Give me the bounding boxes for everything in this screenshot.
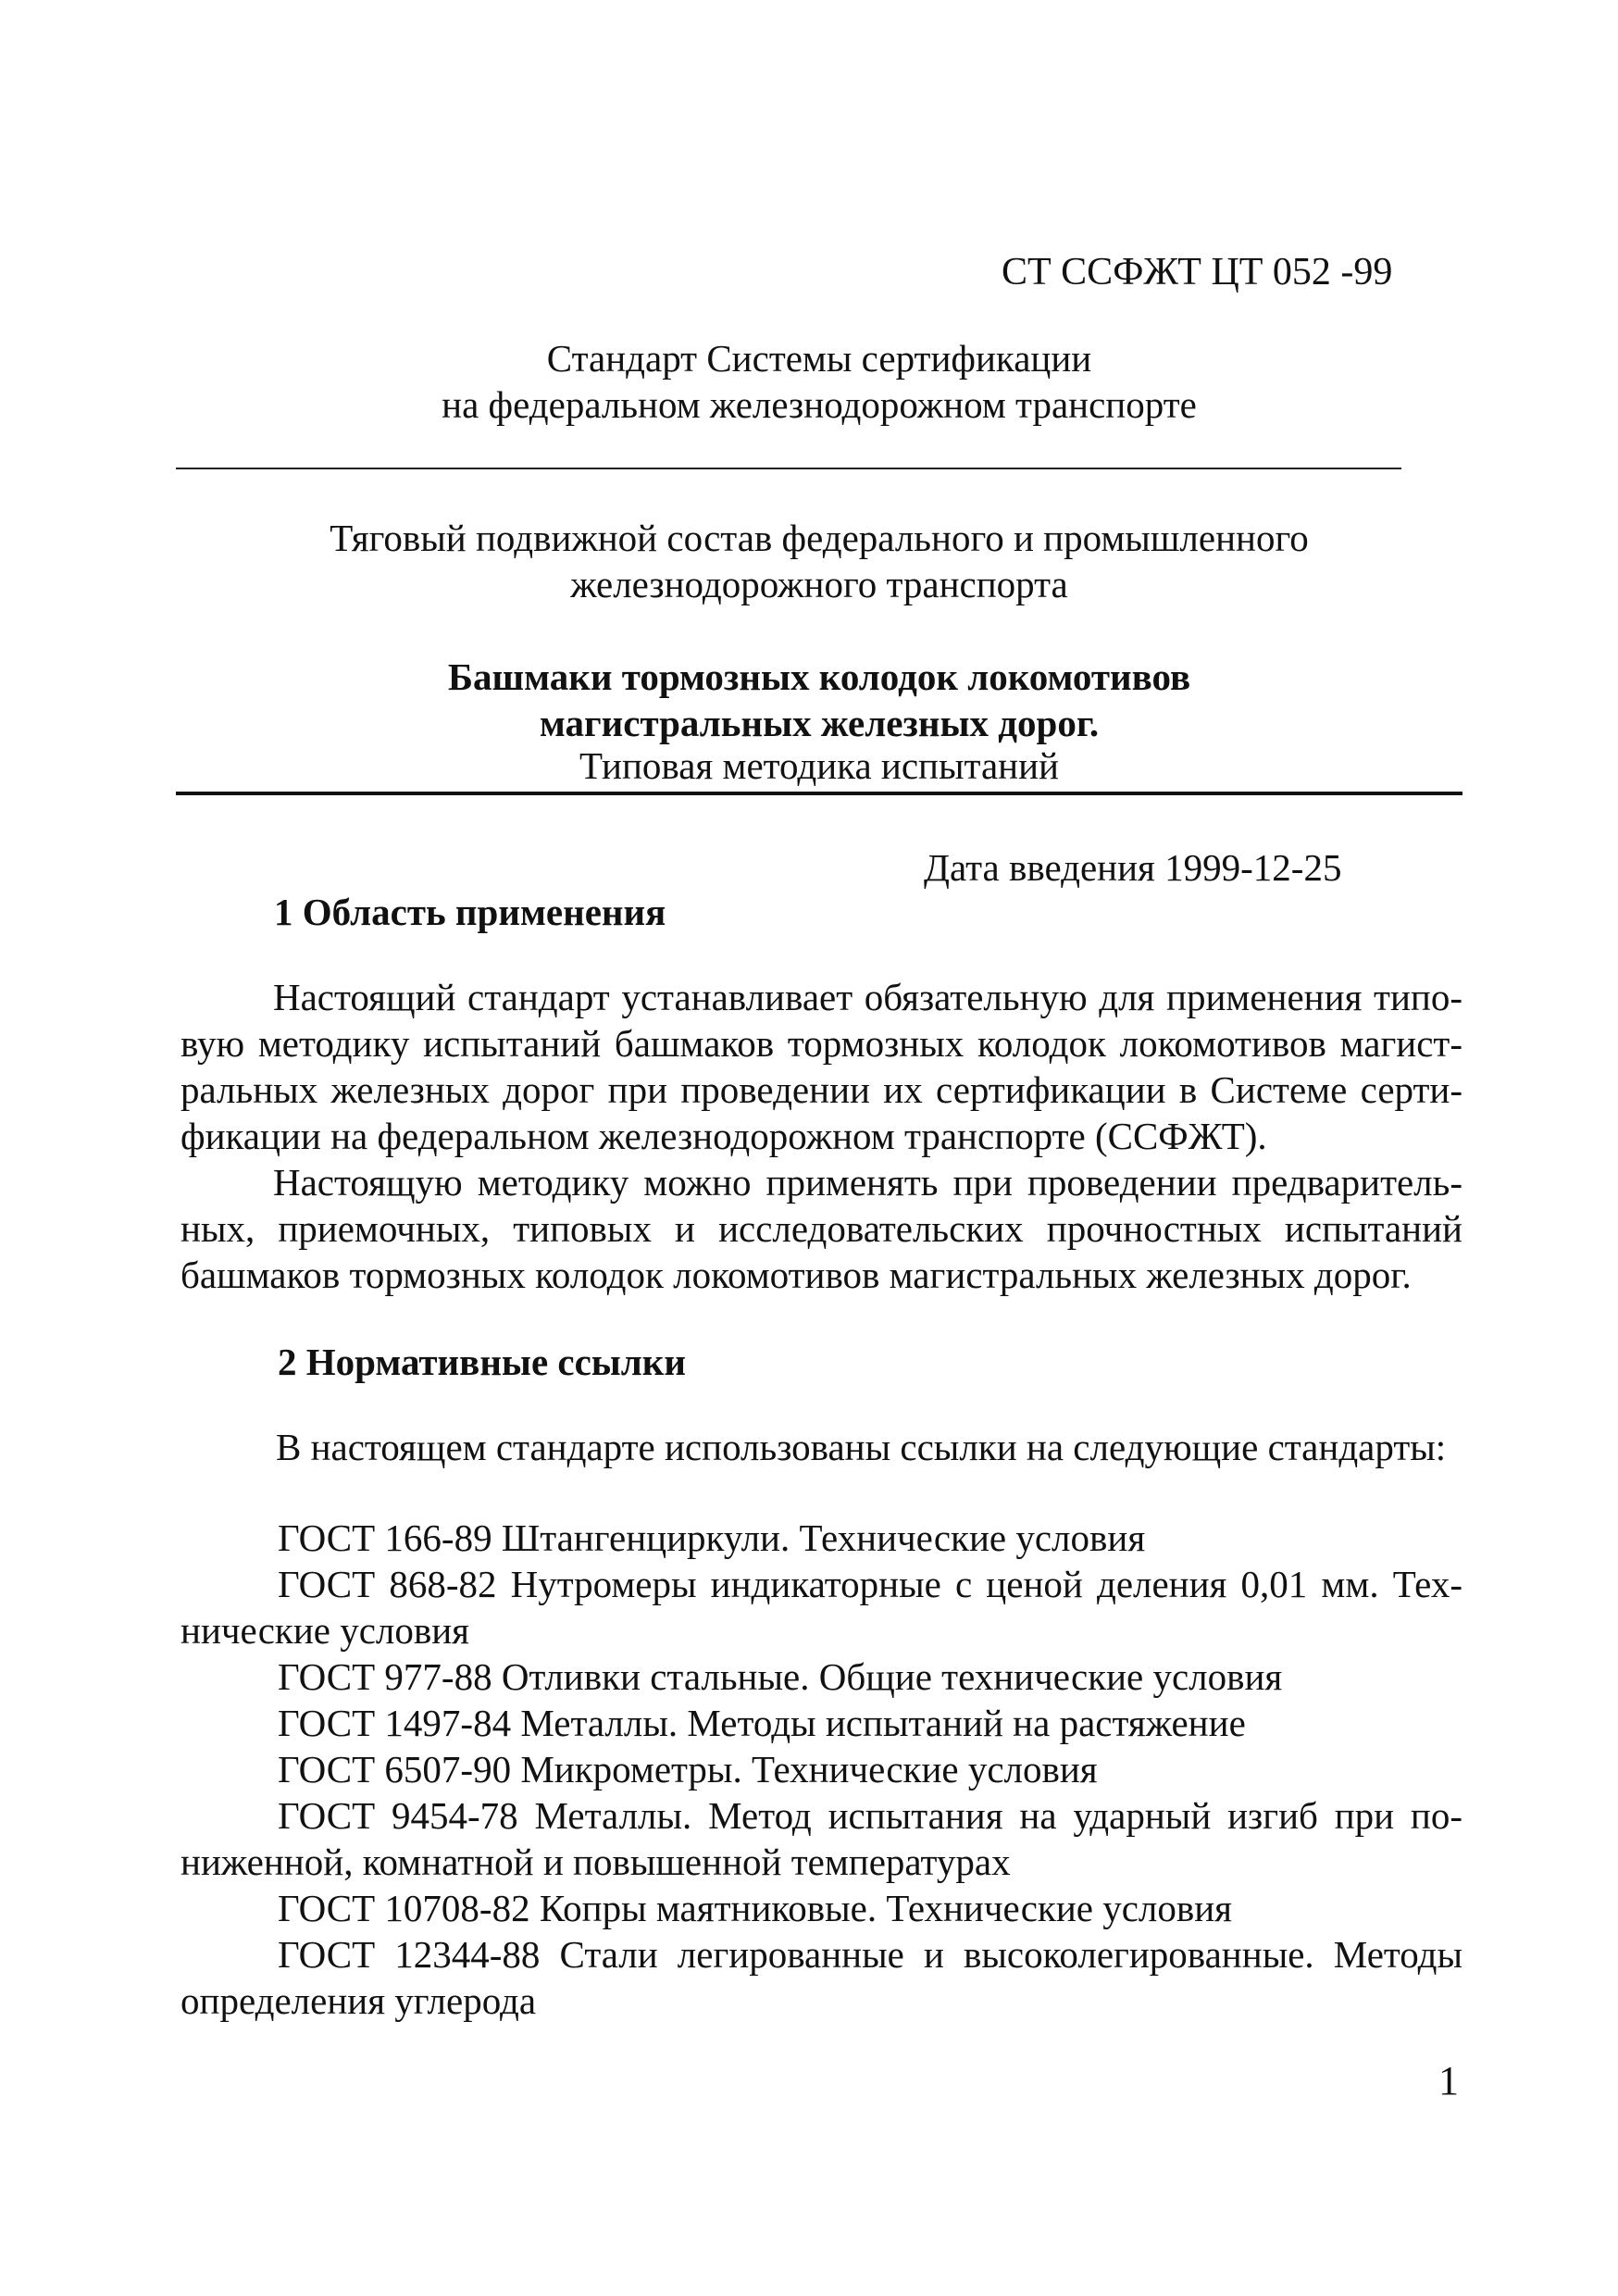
reference-item: ГОСТ 10708-82 Копры маятниковые. Технические условия — [278, 1887, 1233, 1929]
document-title-line2: магистральных железных дорог. — [539, 702, 1100, 744]
standard-code: СТ ССФЖТ ЦТ 052 -99 — [1002, 251, 1393, 293]
page-number: 1 — [1438, 2058, 1459, 2103]
text-line: фикации на федеральном железнодорожном транспорте (ССФЖТ). — [180, 1115, 1267, 1157]
reference-item: ГОСТ 6507-90 Микрометры. Технические условия — [278, 1748, 1098, 1791]
standard-name-line1: Стандарт Системы сертификации — [546, 337, 1092, 380]
topic-line1: Тяговый подвижной состав федерального и промышленного — [330, 517, 1309, 559]
topic-line2: железнодорожного транспорта — [570, 563, 1068, 605]
reference-item-continuation: нические условия — [180, 1609, 470, 1652]
text-line: ральных железных дорог при проведении их сертификации в Системе серти- — [180, 1068, 1462, 1111]
document-title-line1: Башмаки тормозных колодок локомотивов — [447, 655, 1191, 698]
reference-item: ГОСТ 977-88 Отливки стальные. Общие технические условия — [278, 1655, 1283, 1698]
text-line: вую методику испытаний башмаков тормозных колодок локомотивов магист- — [180, 1022, 1462, 1065]
text-line: башмаков тормозных колодок локомотивов магистральных железных дорог. — [180, 1254, 1412, 1296]
reference-item: ГОСТ 9454-78 Металлы. Метод испытания на ударный изгиб при по- — [278, 1794, 1462, 1837]
reference-item: ГОСТ 166-89 Штангенциркули. Технические условия — [278, 1516, 1146, 1559]
reference-item: ГОСТ 868-82 Нутромеры индикаторные с ценой деления 0,01 мм. Тех- — [278, 1563, 1462, 1605]
reference-item: ГОСТ 1497-84 Металлы. Методы испытаний на растяжение — [278, 1702, 1246, 1744]
section2-heading: 2 Нормативные ссылки — [278, 1341, 687, 1383]
references-list — [180, 1515, 1462, 2024]
document-subtitle: Типовая методика испытаний — [579, 744, 1059, 787]
title-divider — [176, 792, 1462, 795]
reference-item-continuation: ниженной, комнатной и повышенной температурах — [180, 1841, 1011, 1883]
section2-intro: В настоящем стандарте использованы ссылки на следующие стандарты: — [276, 1426, 1447, 1468]
text-line: Настоящую методику можно применять при проведении предваритель- — [273, 1161, 1462, 1204]
header-divider — [176, 468, 1401, 469]
text-line: Настоящий стандарт устанавливает обязательную для применения типо- — [273, 976, 1462, 1018]
section1-heading: 1 Область применения — [274, 891, 666, 933]
reference-item: ГОСТ 12344-88 Стали легированные и высоколегированные. Методы — [278, 1933, 1462, 1976]
standard-name-line2: на федеральном железнодорожном транспорте — [442, 383, 1197, 426]
section1-paragraph1 — [180, 974, 1462, 1159]
introduction-date: Дата введения 1999-12-25 — [924, 846, 1342, 889]
section1-paragraph2 — [180, 1159, 1462, 1298]
text-line: ных, приемочных, типовых и исследовательских прочностных испытаний — [180, 1207, 1462, 1250]
reference-item-continuation: определения углерода — [180, 1979, 537, 2022]
